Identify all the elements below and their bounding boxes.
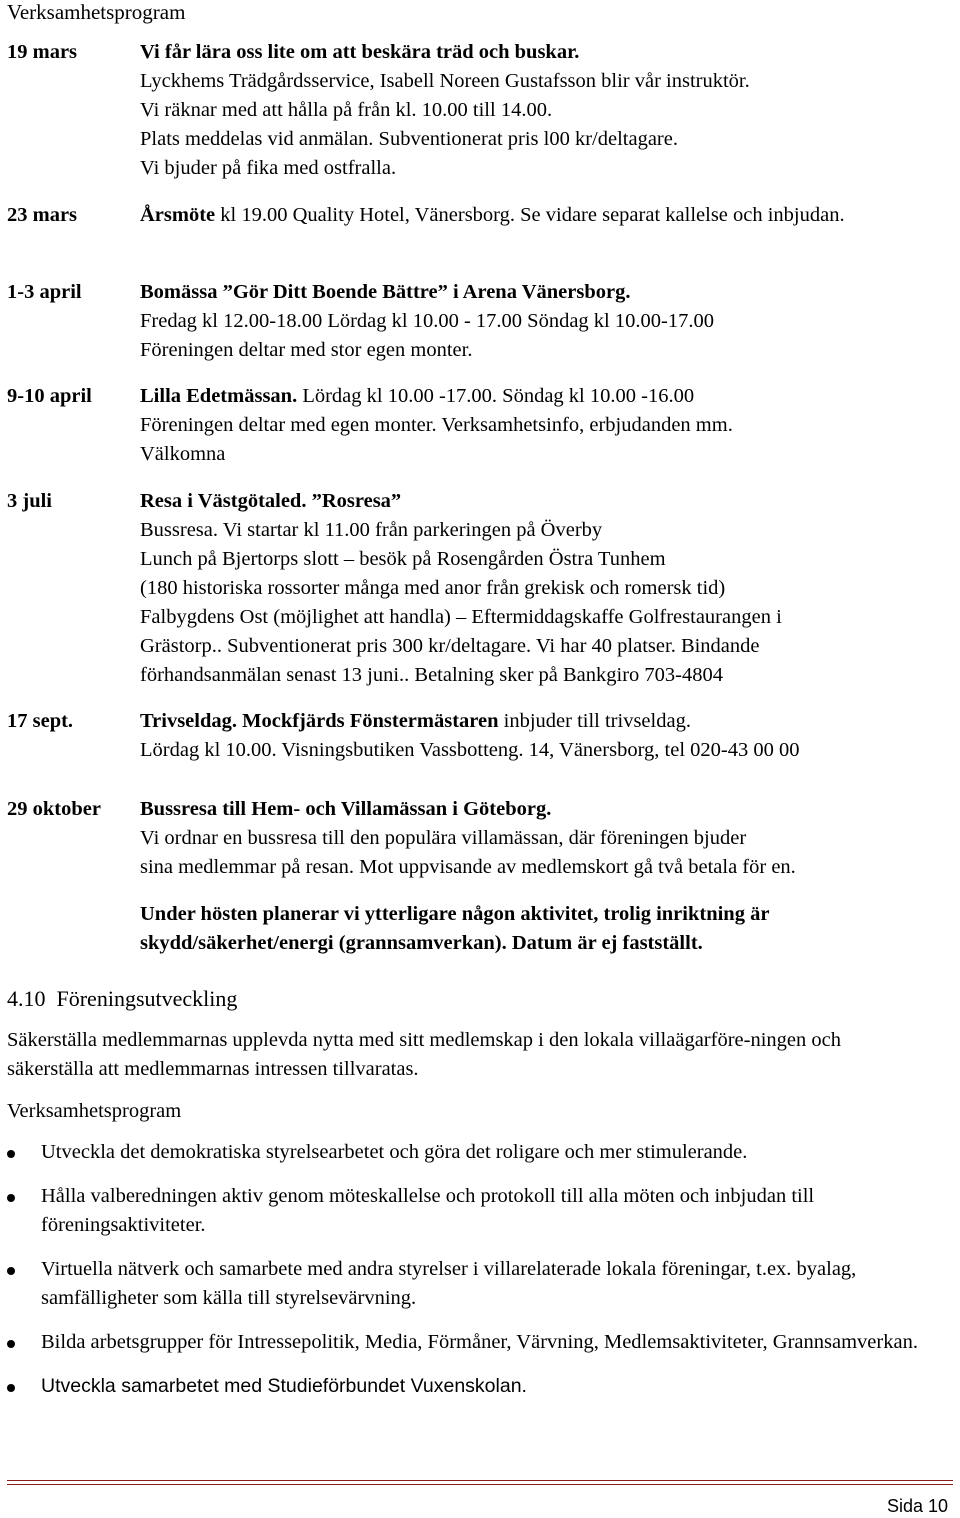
list-item bbox=[7, 1372, 942, 1401]
bullet-icon bbox=[7, 1340, 15, 1348]
list-item bbox=[7, 1138, 942, 1167]
list-item-text: Utveckla det demokratiska styrelsearbetet och göra det roligare och mer stimulerande. bbox=[41, 1141, 748, 1163]
list-item-text: Utveckla samarbetet med Studieförbundet Vuxenskolan. bbox=[41, 1375, 527, 1397]
program-heading: Verksamhetsprogram bbox=[7, 1100, 182, 1122]
event-body bbox=[140, 382, 952, 469]
event-line: Grästorp.. Subventionerat pris 300 kr/deltagare. Vi har 40 platser. Bindande bbox=[140, 635, 760, 657]
event-date: 19 mars bbox=[7, 41, 78, 63]
event-line: Välkomna bbox=[140, 443, 226, 465]
event-detail: Lördag kl 10.00 -17.00. Söndag kl 10.00 -16.00 bbox=[297, 385, 695, 407]
page-number: Sida 10 bbox=[886, 1496, 948, 1516]
bullet-icon bbox=[7, 1384, 15, 1392]
event-row bbox=[7, 38, 952, 183]
event-title: Bomässa ”Gör Ditt Boende Bättre” i Arena Vänersborg. bbox=[140, 281, 631, 303]
event-body bbox=[140, 38, 952, 183]
bullet-icon bbox=[7, 1194, 15, 1202]
bullet-icon bbox=[7, 1150, 15, 1158]
event-line: Lyckhems Trädgårdsservice, Isabell Noreen Gustafsson blir vår instruktör. bbox=[140, 70, 750, 92]
event-body bbox=[140, 201, 952, 230]
event-line: Vi bjuder på fika med ostfralla. bbox=[140, 157, 397, 179]
event-title: Trivseldag. bbox=[140, 710, 237, 732]
list-item-text: Virtuella nätverk och samarbete med andra styrelser i villarelaterade lokala föreningar, t.ex. byalag, samfälligheter som källa till styrelsevärvning. bbox=[41, 1258, 857, 1309]
event-date: 1-3 april bbox=[7, 281, 82, 303]
event-date: 29 oktober bbox=[7, 798, 101, 820]
event-body bbox=[140, 707, 952, 765]
event-body bbox=[140, 795, 952, 882]
event-line: förhandsanmälan senast 13 juni.. Betalning sker på Bankgiro 703-4804 bbox=[140, 664, 723, 686]
event-row bbox=[7, 707, 952, 765]
list-item-text: Bilda arbetsgrupper för Intressepolitik, Media, Förmåner, Värvning, Medlemsaktiviteter, Grannsamverkan. bbox=[41, 1331, 918, 1353]
list-item-text: Hålla valberedningen aktiv genom möteskallelse och protokoll till alla möten och inbjudan till föreningsaktiviteter. bbox=[41, 1185, 815, 1236]
list-item bbox=[7, 1182, 942, 1240]
event-detail: kl 19.00 Quality Hotel, Vänersborg. Se vidare separat kallelse och inbjudan. bbox=[215, 204, 845, 226]
event-date: 23 mars bbox=[7, 204, 78, 226]
event-line: Föreningen deltar med egen monter. Verksamhetsinfo, erbjudanden mm. bbox=[140, 414, 733, 436]
event-detail: inbjuder till trivseldag. bbox=[498, 710, 691, 732]
section-heading bbox=[7, 984, 237, 1013]
event-date: 17 sept. bbox=[7, 710, 74, 732]
event-line: Fredag kl 12.00-18.00 Lördag kl 10.00 - 17.00 Söndag kl 10.00-17.00 bbox=[140, 310, 714, 332]
event-row bbox=[7, 201, 952, 230]
event-row bbox=[7, 278, 952, 365]
footer-divider bbox=[7, 1480, 953, 1485]
event-line: Bussresa. Vi startar kl 11.00 från parkeringen på Överby bbox=[140, 519, 603, 541]
bullet-icon bbox=[7, 1267, 15, 1275]
event-body bbox=[140, 487, 952, 690]
event-title-company: Mockfjärds Fönstermästaren bbox=[237, 710, 499, 732]
event-line: Föreningen deltar med stor egen monter. bbox=[140, 339, 473, 361]
autumn-note: Under hösten planerar vi ytterligare någon aktivitet, trolig inriktning är skydd/säkerhet/energi (grannsamverkan). Datum är ej fastställt. bbox=[140, 903, 770, 954]
event-title: Vi får lära oss lite om att beskära träd och buskar. bbox=[140, 41, 580, 63]
event-title: Bussresa till Hem- och Villamässan i Göteborg. bbox=[140, 798, 552, 820]
event-row bbox=[7, 795, 952, 882]
event-line: Plats meddelas vid anmälan. Subventionerat pris l00 kr/deltagare. bbox=[140, 128, 678, 150]
event-line: Lördag kl 10.00. Visningsbutiken Vassbotteng. 14, Vänersborg, tel 020-43 00 00 bbox=[140, 739, 800, 761]
event-line: sina medlemmar på resan. Mot uppvisande av medlemskort gå två betala för en. bbox=[140, 856, 796, 878]
event-line: Vi räknar med att hålla på från kl. 10.00 till 14.00. bbox=[140, 99, 553, 121]
event-title: Lilla Edetmässan. bbox=[140, 385, 298, 407]
event-title: Årsmöte bbox=[140, 204, 216, 226]
list-item bbox=[7, 1328, 942, 1357]
event-line: Vi ordnar en bussresa till den populära villamässan, där föreningen bjuder bbox=[140, 827, 747, 849]
section-intro: Säkerställa medlemmarnas upplevda nytta med sitt medlemskap i den lokala villaägarföre-ningen och säkerställa att medlemmarnas intressen tillvaratas. bbox=[7, 1029, 841, 1080]
event-row bbox=[7, 382, 952, 469]
event-line: Falbygdens Ost (möjlighet att handla) – Eftermiddagskaffe Golfrestaurangen i bbox=[140, 606, 782, 628]
list-item bbox=[7, 1255, 942, 1313]
event-body bbox=[140, 278, 952, 365]
section-title: Föreningsutveckling bbox=[56, 986, 238, 1011]
event-date: 3 juli bbox=[7, 490, 52, 512]
event-line: Lunch på Bjertorps slott – besök på Rosengården Östra Tunhem bbox=[140, 548, 666, 570]
page-heading: Verksamhetsprogram bbox=[7, 0, 186, 24]
event-line: (180 historiska rossorter många med anor från grekisk och romersk tid) bbox=[140, 577, 726, 599]
event-row bbox=[7, 487, 952, 690]
section-number: 4.10 bbox=[7, 986, 46, 1011]
program-list bbox=[7, 1138, 942, 1401]
event-date: 9-10 april bbox=[7, 385, 92, 407]
event-title: Resa i Västgötaled. ”Rosresa” bbox=[140, 490, 402, 512]
